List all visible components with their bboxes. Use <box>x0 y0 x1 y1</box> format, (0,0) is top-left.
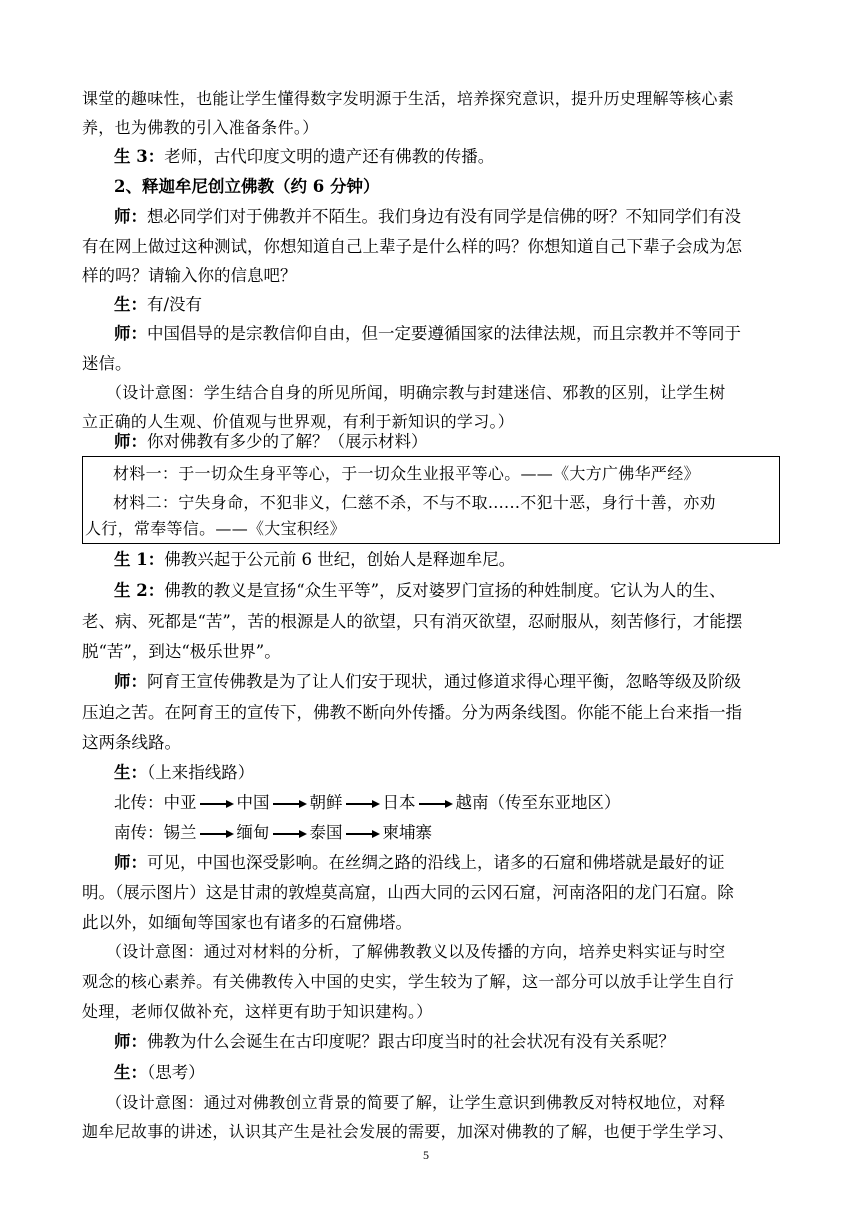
section-heading <box>114 176 379 198</box>
paragraph-line: 明。（展示图片）这是甘肃的敦煌莫高窟，山西大同的云冈石窟，河南洛阳的龙门石窟。除 <box>82 883 734 902</box>
arrow-right-icon <box>273 799 307 809</box>
route-label: 南传： <box>114 823 164 842</box>
paragraph-line: 老、病、死都是“苦”，苦的根源是人的欲望，只有消灭欲望，忍耐服从，刻苦修行，才能摆 <box>82 612 743 631</box>
dialogue-text: 你对佛教有多少的了解？（展示材料） <box>147 432 428 451</box>
arrow-right-icon <box>200 829 234 839</box>
route-stop: 日本 <box>382 793 416 812</box>
speaker-label: 师： <box>114 432 147 451</box>
dialogue-line <box>114 146 494 168</box>
south-route <box>114 822 432 844</box>
arrow-right-icon <box>273 829 307 839</box>
design-intent-line: 立正确的人生观、价值观与世界观，有利于新知识的学习。） <box>82 412 515 431</box>
design-intent-line: （设计意图：学生结合自身的所见所闻，明确宗教与封建迷信、邪教的区别，让学生树 <box>106 383 726 402</box>
dialogue-text: （思考） <box>147 1063 205 1082</box>
dialogue-text: 佛教为什么会诞生在古印度呢？跟古印度当时的社会状况有没有关系呢？ <box>147 1032 675 1051</box>
dialogue-line <box>114 431 428 453</box>
design-intent-line: 处理，老师仅做补充，这样更有助于知识建构。） <box>82 1002 433 1021</box>
arrow-right-icon <box>346 799 380 809</box>
dialogue-line <box>114 852 725 874</box>
speaker-label: 师： <box>114 324 147 343</box>
speaker-label: 师： <box>114 207 147 226</box>
dialogue-line <box>114 1062 205 1084</box>
dialogue-line <box>114 323 741 345</box>
speaker-label: 师： <box>114 672 147 691</box>
dialogue-line <box>114 206 741 228</box>
dialogue-line <box>114 762 254 784</box>
dialogue-line <box>114 549 515 571</box>
paragraph-line: 课堂的趣味性，也能让学生懂得数字发明源于生活，培养探究意识，提升历史理解等核心素 <box>82 89 735 108</box>
paragraph-line: 此以外，如缅甸等国家也有诸多的石窟佛塔。 <box>82 913 412 932</box>
paragraph-line: 脱“苦”，到达“极乐世界”。 <box>82 642 281 661</box>
paragraph-line: 样的吗？请输入你的信息吧？ <box>82 266 297 285</box>
route-stop: 缅甸 <box>236 823 270 842</box>
page-number: 5 <box>423 1148 429 1162</box>
arrow-right-icon <box>346 829 380 839</box>
dialogue-text: 佛教兴起于公元前 6 世纪，创始人是释迦牟尼。 <box>164 550 516 569</box>
dialogue-text: 想必同学们对于佛教并不陌生。我们身边有没有同学是信佛的呀？不知同学们有没 <box>147 207 741 226</box>
material-line: 材料一：于一切众生身平等心，于一切众生业报平等心。——《大方广佛华严经》 <box>113 464 700 483</box>
paragraph-line: 这两条线路。 <box>82 733 181 752</box>
dialogue-text: 有/没有 <box>147 295 203 314</box>
dialogue-text: 老师，古代印度文明的遗产还有佛教的传播。 <box>164 147 495 166</box>
route-stop: 锡兰 <box>163 823 197 842</box>
material-line: 材料二：宁失身命，不犯非义，仁慈不杀，不与不取......不犯十恶，身行十善，亦劝 <box>113 493 716 512</box>
route-stop: 柬埔寨 <box>382 823 432 842</box>
speaker-label: 生： <box>114 1063 147 1082</box>
speaker-label: 生 1： <box>114 550 165 569</box>
route-label: 北传： <box>114 793 164 812</box>
material-box <box>82 456 780 544</box>
paragraph-line: 迷信。 <box>82 354 132 373</box>
design-intent-line: 迦牟尼故事的讲述，认识其产生是社会发展的需要，加深对佛教的了解，也便于学生学习、 <box>82 1122 735 1141</box>
speaker-label: 师： <box>114 1032 147 1051</box>
dialogue-text: 佛教的教义是宣扬“众生平等”，反对婆罗门宣扬的种姓制度。它认为人的生、 <box>164 581 726 600</box>
design-intent-line: （设计意图：通过对佛教创立背景的简要了解，让学生意识到佛教反对特权地位，对释 <box>106 1093 726 1112</box>
paragraph-line: 养，也为佛教的引入准备条件。） <box>82 118 319 137</box>
material-line: 人行，常奉等信。——《大宝积经》 <box>85 519 346 538</box>
dialogue-line <box>114 671 741 693</box>
north-route <box>114 792 621 814</box>
paragraph-line: 有在网上做过这种测试，你想知道自己上辈子是什么样的吗？你想知道自己下辈子会成为怎 <box>82 237 742 256</box>
route-stop: 中国 <box>236 793 270 812</box>
speaker-label: 生 2： <box>114 581 165 600</box>
arrow-right-icon <box>200 799 234 809</box>
section-heading-text: 2、释迦牟尼创立佛教（约 6 分钟） <box>114 177 380 196</box>
route-stop: 越南（传至东亚地区） <box>455 793 621 812</box>
dialogue-line <box>114 294 202 316</box>
dialogue-text: 阿育王宣传佛教是为了让人们安于现状，通过修道求得心理平衡，忽略等级及阶级 <box>147 672 741 691</box>
speaker-label: 生： <box>114 763 147 782</box>
speaker-label: 生 3： <box>114 147 165 166</box>
speaker-label: 生： <box>114 295 147 314</box>
route-stop: 泰国 <box>309 823 343 842</box>
speaker-label: 师： <box>114 853 147 872</box>
dialogue-text: 可见，中国也深受影响。在丝绸之路的沿线上，诸多的石窟和佛塔就是最好的证 <box>147 853 725 872</box>
paragraph-line: 压迫之苦。在阿育王的宣传下，佛教不断向外传播。分为两条线图。你能不能上台来指一指 <box>82 703 742 722</box>
route-stop: 朝鲜 <box>309 793 343 812</box>
design-intent-line: 观念的核心素养。有关佛教传入中国的史实，学生较为了解，这一部分可以放手让学生自行 <box>82 972 735 991</box>
dialogue-line <box>114 580 726 602</box>
route-stop: 中亚 <box>163 793 197 812</box>
dialogue-line <box>114 1031 675 1053</box>
dialogue-text: （上来指线路） <box>147 763 255 782</box>
dialogue-text: 中国倡导的是宗教信仰自由，但一定要遵循国家的法律法规，而且宗教并不等同于 <box>147 324 741 343</box>
arrow-right-icon <box>419 799 453 809</box>
design-intent-line: （设计意图：通过对材料的分析，了解佛教教义以及传播的方向，培养史料实证与时空 <box>106 942 726 961</box>
